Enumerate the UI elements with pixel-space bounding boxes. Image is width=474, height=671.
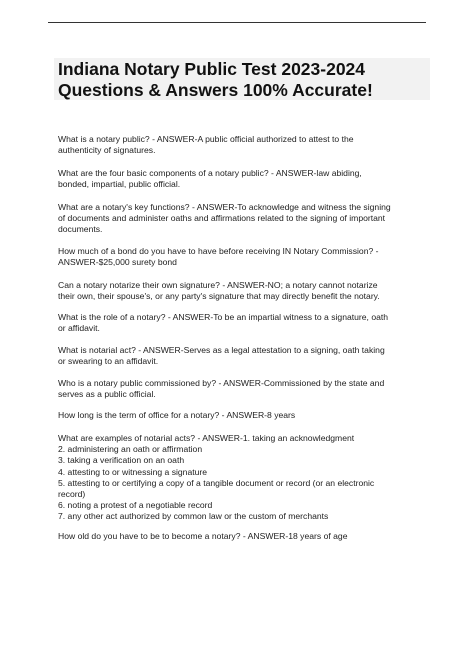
qa-item-bond <box>58 246 434 268</box>
qa-line: How much of a bond do you have to have before receiving IN Notary Commission? - <box>58 246 379 256</box>
qa-line: ANSWER-$25,000 surety bond <box>58 257 177 268</box>
qa-line: or swearing to an affidavit. <box>58 356 159 367</box>
qa-line: What are examples of notarial acts? - ANSWER-1. taking an acknowledgment <box>58 433 355 443</box>
qa-line: of documents and administer oaths and affirmations related to the signing of important <box>58 213 386 224</box>
qa-line: How long is the term of office for a notary? - ANSWER-8 years <box>58 410 296 420</box>
qa-line: What are a notary's key functions? - ANSWER-To acknowledge and witness the signing <box>58 202 391 212</box>
qa-line: What is notarial act? - ANSWER-Serves as a legal attestation to a signing, oath taking <box>58 345 385 355</box>
document-title-line-1: Indiana Notary Public Test 2023-2024 <box>58 59 366 79</box>
qa-item-four-components <box>58 168 434 190</box>
document-title-line-2: Questions & Answers 100% Accurate! <box>58 80 373 100</box>
qa-line: Who is a notary public commissioned by? - ANSWER-Commissioned by the state and <box>58 378 385 388</box>
qa-line: What is the role of a notary? - ANSWER-To be an impartial witness to a signature, oath <box>58 312 389 322</box>
qa-line: record) <box>58 489 86 500</box>
qa-line: documents. <box>58 224 103 235</box>
qa-item-role <box>58 312 434 334</box>
qa-line: 4. attesting to or witnessing a signature <box>58 466 208 477</box>
header-rule <box>48 22 426 23</box>
qa-item-own-signature <box>58 280 434 302</box>
qa-line: How old do you have to be to become a notary? - ANSWER-18 years of age <box>58 531 348 541</box>
qa-item-minimum-age <box>58 531 434 542</box>
qa-item-commissioned-by <box>58 378 434 400</box>
qa-item-notarial-act <box>58 345 434 367</box>
qa-line: 5. attesting to or certifying a copy of a tangible document or record (or an electronic <box>58 477 375 488</box>
qa-line: 7. any other act authorized by common law or the custom of merchants <box>58 511 329 522</box>
qa-line: bonded, impartial, public official. <box>58 179 181 190</box>
qa-line: Can a notary notarize their own signature? - ANSWER-NO; a notary cannot notarize <box>58 280 378 290</box>
qa-line: 6. noting a protest of a negotiable record <box>58 500 213 511</box>
qa-line: What is a notary public? - ANSWER-A public official authorized to attest to the <box>58 134 354 144</box>
qa-item-term-of-office <box>58 410 434 421</box>
qa-line: their own, their spouse's, or any party's signature that may directly benefit the notary. <box>58 291 380 302</box>
qa-item-key-functions <box>58 202 434 236</box>
qa-line: serves as a public official. <box>58 389 156 400</box>
qa-line: authenticity of signatures. <box>58 145 156 156</box>
qa-item-notary-public <box>58 134 434 156</box>
qa-line: 2. administering an oath or affirmation <box>58 444 203 455</box>
qa-line: 3. taking a verification on an oath <box>58 455 185 466</box>
qa-item-notarial-acts-examples <box>58 433 434 523</box>
qa-line: or affidavit. <box>58 323 100 334</box>
qa-line: What are the four basic components of a notary public? - ANSWER-law abiding, <box>58 168 362 178</box>
